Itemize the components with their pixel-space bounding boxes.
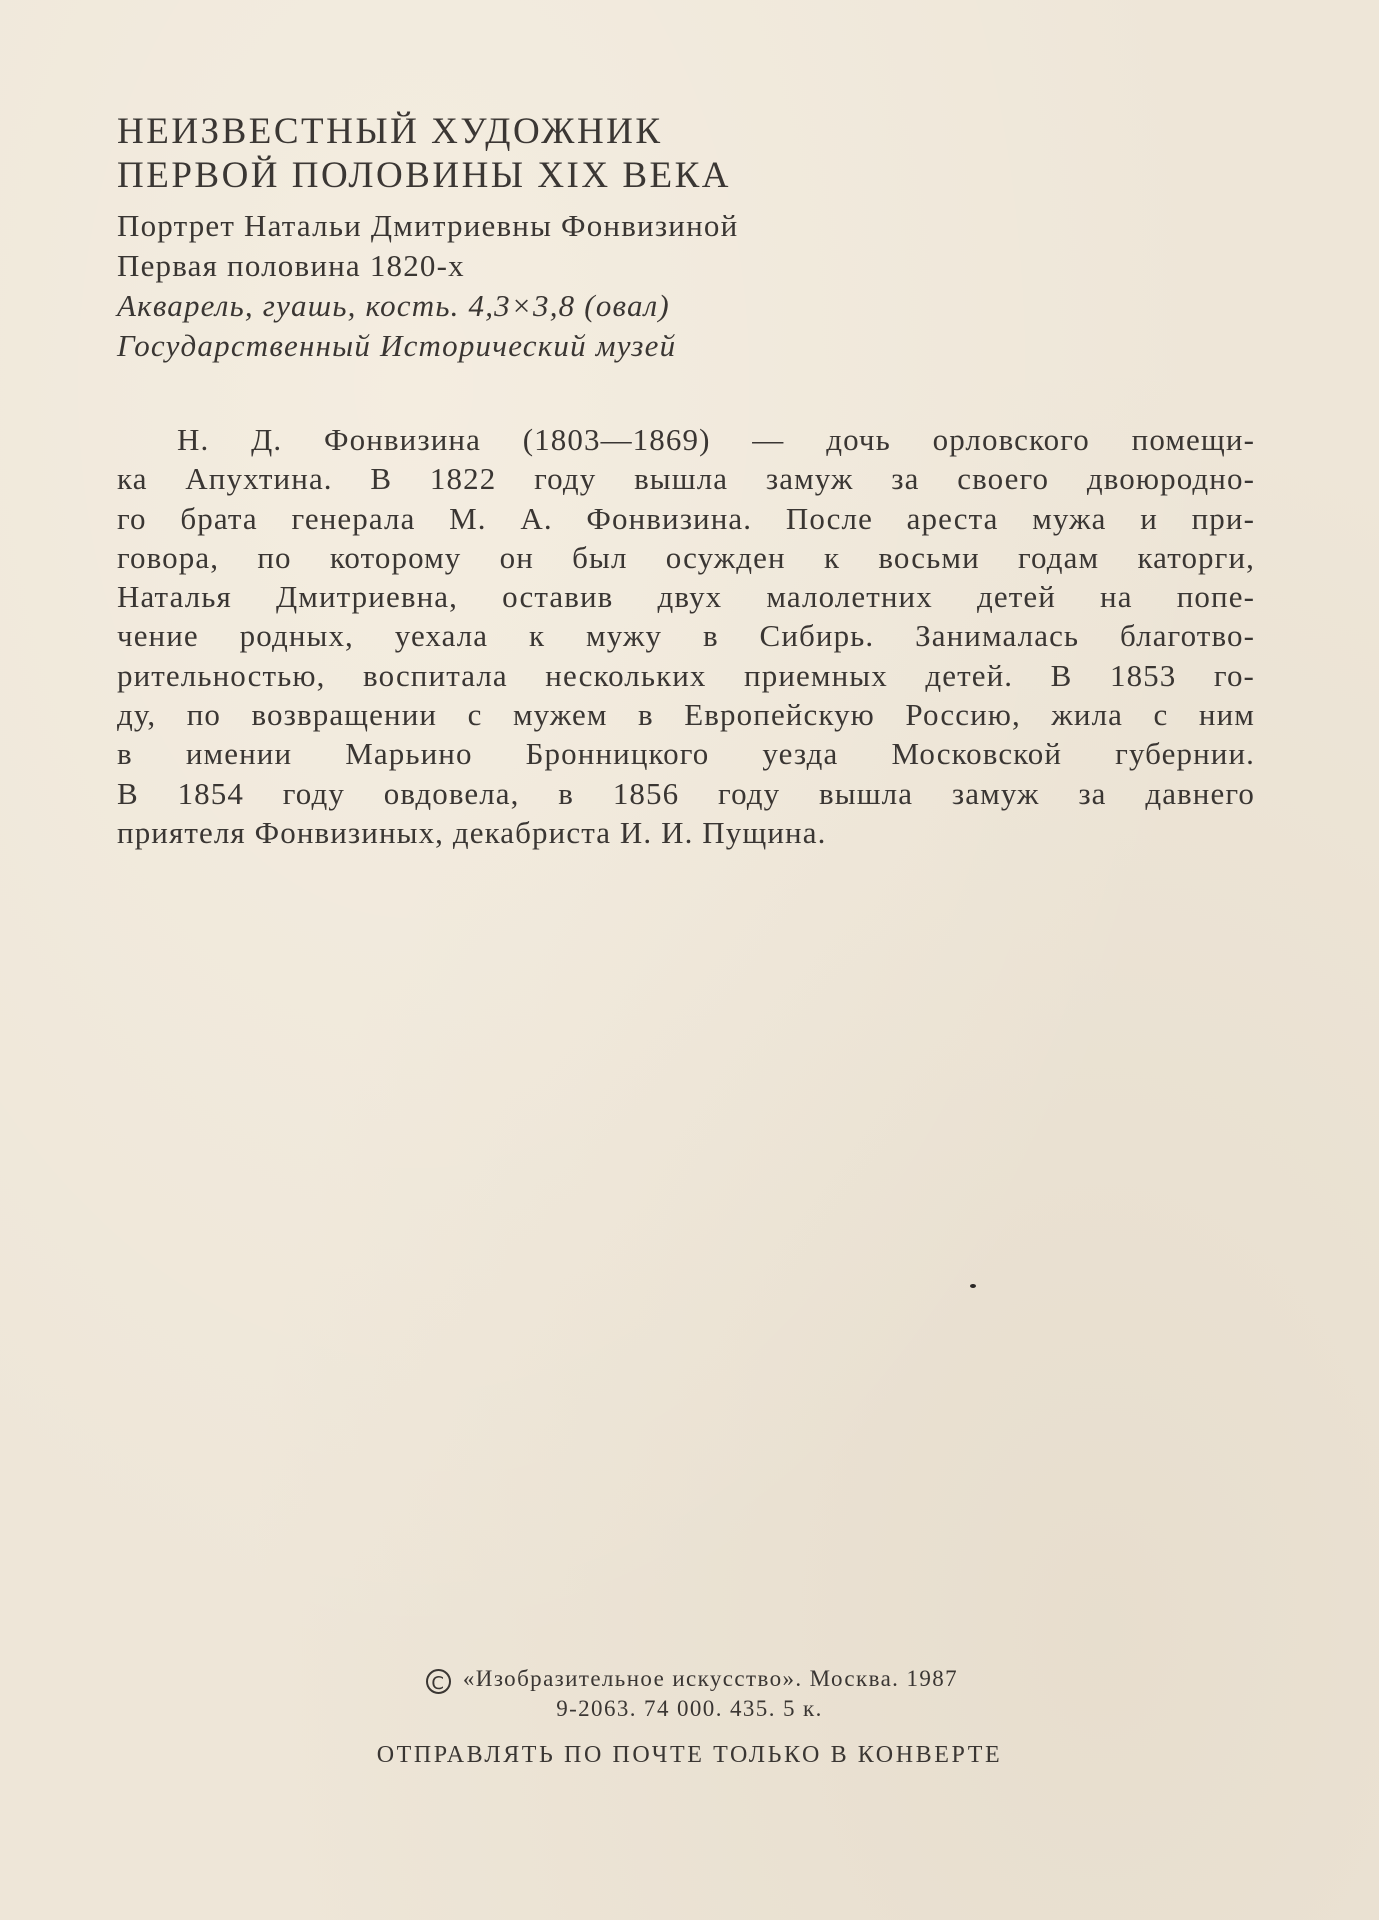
description-line: ка Апухтина. В 1822 году вышла замуж за своего двоюродно- [117, 461, 1255, 497]
description-line: приятеля Фонвизиных, декабриста И. И. Пущина. [117, 814, 827, 850]
description-paragraph [117, 420, 1255, 852]
description-line: В 1854 году овдовела, в 1856 году вышла замуж за давнего [117, 775, 1255, 811]
publisher-imprint [0, 1664, 1379, 1723]
description-line: рительностью, воспитала нескольких приемных детей. В 1853 го- [117, 657, 1255, 693]
artwork-info [117, 206, 738, 366]
artist-heading [117, 110, 731, 198]
description-line: го брата генерала М. А. Фонвизина. После ареста мужа и при- [117, 500, 1255, 536]
imprint-catalog: 9-2063. 74 000. 435. 5 к. [556, 1696, 823, 1721]
description-line: чение родных, уехала к мужу в Сибирь. Занималась благотво- [117, 618, 1255, 654]
artwork-collection: Государственный Исторический музей [117, 328, 677, 363]
mail-instruction: ОТПРАВЛЯТЬ ПО ПОЧТЕ ТОЛЬКО В КОНВЕРТЕ [376, 1742, 1003, 1768]
paper-speck [970, 1284, 976, 1288]
heading-line-2: ПЕРВОЙ ПОЛОВИНЫ XIX ВЕКА [117, 155, 732, 196]
description-line: в имении Марьино Бронницкого уезда Московской губернии. [117, 736, 1255, 772]
artwork-title: Портрет Натальи Дмитриевны Фонвизиной [117, 208, 739, 243]
description-line: Н. Д. Фонвизина (1803—1869) — дочь орловского помещи- [177, 422, 1255, 457]
description-line: говора, по которому он был осужден к восьми годам каторги, [117, 539, 1255, 575]
heading-line-1: НЕИЗВЕСТНЫЙ ХУДОЖНИК [117, 111, 663, 152]
copyright-icon: C [426, 1669, 451, 1694]
description-line: Наталья Дмитриевна, оставив двух малолетних детей на попе- [117, 579, 1255, 615]
description-line: ду, по возвращении с мужем в Европейскую Россию, жила с ним [117, 697, 1255, 733]
imprint-publisher: «Изобразительное искусство». Москва. 1987 [462, 1666, 959, 1691]
imprint-publisher-row [0, 1664, 1379, 1694]
artwork-medium: Акварель, гуашь, кость. 4,3×3,8 (овал) [117, 288, 670, 323]
artwork-date: Первая половина 1820-х [117, 248, 465, 283]
